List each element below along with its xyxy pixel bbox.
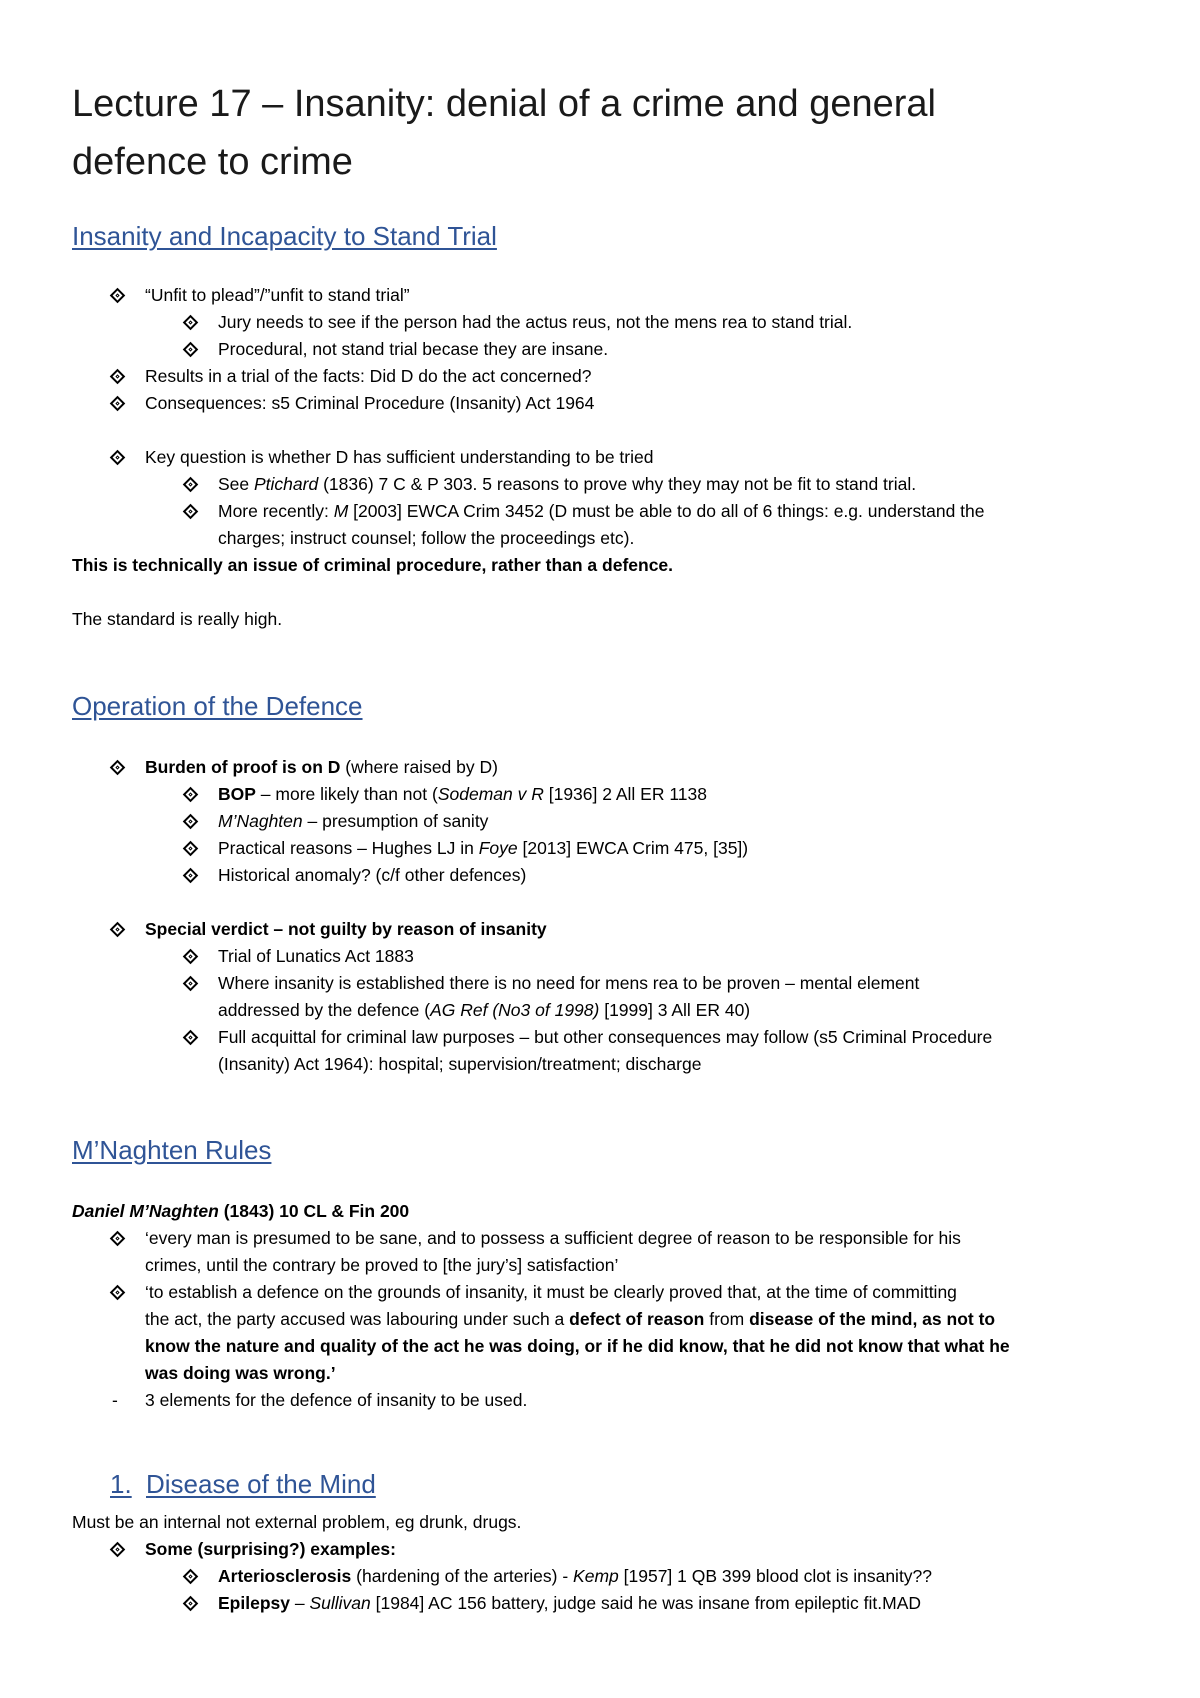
sub-bullet-procedural: Procedural, not stand trial becase they are insane. (218, 339, 609, 359)
diamond-bullet-icon (110, 1231, 126, 1247)
bullet-trial-of-facts: Results in a trial of the facts: Did D do the act concerned? (145, 366, 592, 386)
bullet-key-question: Key question is whether D has sufficient understanding to be tried (145, 447, 654, 467)
diamond-bullet-icon (110, 288, 126, 304)
diamond-bullet-icon (183, 342, 199, 358)
quote-establish-defence-line-3: know the nature and quality of the act he was doing, or if he did know, that he did not know that what he (145, 1336, 1010, 1356)
diamond-bullet-icon (110, 922, 126, 938)
bullet-burden-of-proof: Burden of proof is on D (where raised by D) (145, 757, 498, 777)
quote-establish-defence-line-4: was doing was wrong.’ (145, 1363, 336, 1383)
note-standard-high: The standard is really high. (72, 609, 283, 629)
quote-establish-defence: ‘to establish a defence on the grounds of insanity, it must be clearly proved that, at the time of committing (145, 1282, 957, 1302)
diamond-bullet-icon (183, 976, 199, 992)
diamond-bullet-icon (183, 841, 199, 857)
section-number-1: 1. (110, 1469, 132, 1499)
diamond-bullet-icon (183, 949, 199, 965)
sub-bullet-practical-reasons: Practical reasons – Hughes LJ in Foye [2013] EWCA Crim 475, [35]) (218, 838, 749, 858)
sub-bullet-pritchard: See Ptichard (1836) 7 C & P 303. 5 reasons to prove why they may not be fit to stand trial. (218, 474, 917, 494)
diamond-bullet-icon (110, 1542, 126, 1558)
quote-presumed-sane: ‘every man is presumed to be sane, and to possess a sufficient degree of reason to be responsible for his (145, 1228, 961, 1248)
sub-bullet-insanity-established-cont: addressed by the defence (AG Ref (No3 of 1998) [1999] 3 All ER 40) (218, 1000, 751, 1020)
bullet-unfit-to-plead: “Unfit to plead”/”unfit to stand trial” (145, 285, 410, 305)
sub-bullet-bop: BOP – more likely than not (Sodeman v R [1936] 2 All ER 1138 (218, 784, 707, 804)
dash-bullet-marker: - (112, 1390, 118, 1410)
diamond-bullet-icon (183, 1569, 199, 1585)
diamond-bullet-icon (110, 1285, 126, 1301)
case-citation-mnaghten: Daniel M’Naghten (1843) 10 CL & Fin 200 (72, 1201, 410, 1221)
sub-bullet-mnaghten-presumption: M’Naghten – presumption of sanity (218, 811, 489, 831)
section-heading-insanity-incapacity: Insanity and Incapacity to Stand Trial (72, 221, 497, 251)
diamond-bullet-icon (183, 504, 199, 520)
section-heading-operation-defence: Operation of the Defence (72, 691, 363, 721)
page-title-line-2: defence to crime (72, 141, 353, 183)
diamond-bullet-icon (110, 369, 126, 385)
diamond-bullet-icon (183, 1030, 199, 1046)
diamond-bullet-icon (183, 315, 199, 331)
diamond-bullet-icon (110, 396, 126, 412)
diamond-bullet-icon (183, 814, 199, 830)
diamond-bullet-icon (110, 760, 126, 776)
section-heading-disease-of-mind: Disease of the Mind (146, 1469, 376, 1499)
sub-bullet-more-recently: More recently: M [2003] EWCA Crim 3452 (D must be able to do all of 6 things: e.g. understand the (218, 501, 985, 521)
bullet-special-verdict: Special verdict – not guilty by reason of insanity (145, 919, 547, 939)
sub-bullet-full-acquittal: Full acquittal for criminal law purposes – but other consequences may follow (s5 Criminal Procedure (218, 1027, 993, 1047)
diamond-bullet-icon (183, 868, 199, 884)
sub-bullet-trial-of-lunatics: Trial of Lunatics Act 1883 (218, 946, 414, 966)
sub-bullet-historical-anomaly: Historical anomaly? (c/f other defences) (218, 865, 527, 885)
sub-bullet-arteriosclerosis: Arteriosclerosis (hardening of the arteries) - Kemp [1957] 1 QB 399 blood clot is insanity?? (218, 1566, 933, 1586)
diamond-bullet-icon (110, 450, 126, 466)
dash-bullet-three-elements: 3 elements for the defence of insanity to be used. (145, 1390, 528, 1410)
bullet-surprising-examples: Some (surprising?) examples: (145, 1539, 396, 1559)
page-title-line-1: Lecture 17 – Insanity: denial of a crime and general (72, 83, 936, 125)
intro-internal-problem: Must be an internal not external problem, eg drunk, drugs. (72, 1512, 522, 1532)
sub-bullet-full-acquittal-cont: (Insanity) Act 1964): hospital; supervision/treatment; discharge (218, 1054, 702, 1074)
sub-bullet-insanity-established: Where insanity is established there is no need for mens rea to be proven – mental element (218, 973, 920, 993)
bold-note-criminal-procedure: This is technically an issue of criminal procedure, rather than a defence. (72, 555, 674, 575)
sub-bullet-more-recently-cont: charges; instruct counsel; follow the proceedings etc). (218, 528, 635, 548)
diamond-bullet-icon (183, 1596, 199, 1612)
sub-bullet-jury: Jury needs to see if the person had the actus reus, not the mens rea to stand trial. (218, 312, 853, 332)
diamond-bullet-icon (183, 787, 199, 803)
bullet-consequences: Consequences: s5 Criminal Procedure (Insanity) Act 1964 (145, 393, 595, 413)
section-heading-mnaghten-rules: M’Naghten Rules (72, 1135, 272, 1165)
quote-presumed-sane-cont: crimes, until the contrary be proved to [the jury’s] satisfaction’ (145, 1255, 619, 1275)
sub-bullet-epilepsy: Epilepsy – Sullivan [1984] AC 156 battery, judge said he was insane from epileptic fit.MAD (218, 1593, 922, 1613)
quote-establish-defence-line-2: the act, the party accused was labouring under such a defect of reason from disease of the mind, as not to (145, 1309, 996, 1329)
diamond-bullet-icon (183, 477, 199, 493)
